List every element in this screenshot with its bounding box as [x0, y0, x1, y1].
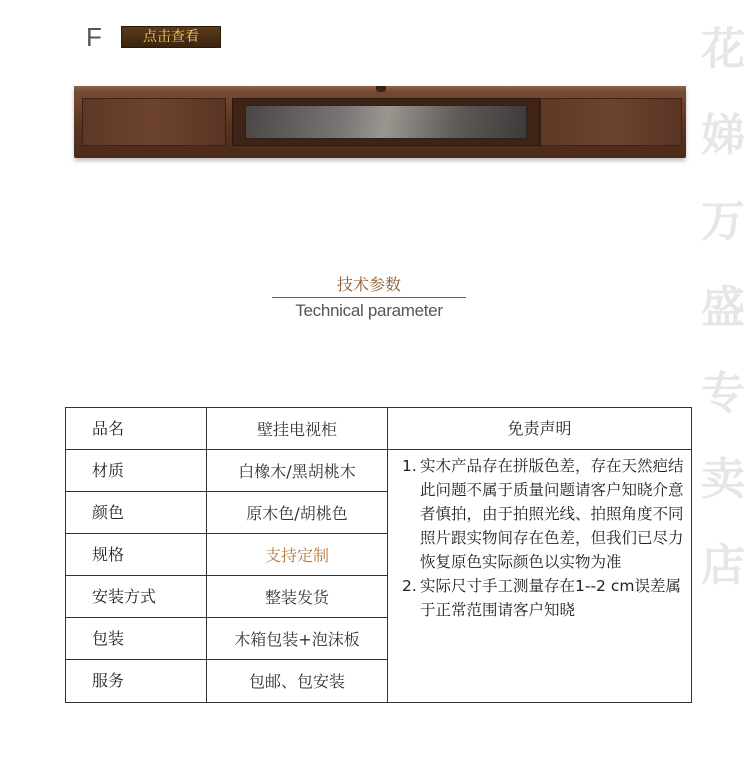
section-title-en: Technical parameter [295, 301, 443, 320]
cabinet-cable-notch [376, 86, 386, 92]
tv-cabinet-image [74, 86, 686, 158]
disclaimer-body [388, 450, 691, 622]
brand-char: 花 [701, 24, 745, 75]
brand-char: 盛 [701, 282, 745, 333]
table-row [66, 618, 387, 660]
cabinet-left-drawer [82, 98, 226, 146]
table-row [66, 492, 387, 534]
spec-key: 服务 [66, 660, 207, 702]
disclaimer-item [402, 454, 685, 574]
cabinet-glass-door [232, 98, 540, 146]
spec-key: 安装方式 [66, 576, 207, 617]
spec-value: 壁挂电视柜 [256, 420, 337, 439]
spec-key: 包装 [66, 618, 207, 659]
spec-value: 原木色/胡桃色 [246, 504, 348, 523]
spec-value: 支持定制 [264, 546, 329, 565]
disclaimer-panel [387, 408, 691, 702]
spec-value: 包邮、包安装 [248, 672, 345, 691]
disclaimer-item [402, 574, 685, 622]
spec-value: 白橡木/黑胡桃木 [238, 462, 356, 481]
brand-char: 专 [701, 368, 745, 419]
cabinet-right-drawer [540, 98, 682, 146]
table-row [66, 408, 387, 450]
variant-letter: F [86, 22, 102, 52]
table-row [66, 450, 387, 492]
brand-char: 娣 [701, 110, 745, 161]
disclaimer-item-number: 1. [402, 457, 417, 475]
table-row [66, 576, 387, 618]
disclaimer-item-text: 实际尺寸手工测量存在1--2 cm误差属于正常范围请客户知晓 [420, 577, 681, 619]
section-title-cn: 技术参数 [336, 275, 401, 294]
view-button[interactable]: 点击查看 [121, 26, 221, 48]
table-row [66, 534, 387, 576]
spec-value: 木箱包装+泡沫板 [234, 630, 360, 649]
side-brand-watermark [696, 18, 750, 620]
table-row [66, 660, 387, 702]
spec-key: 颜色 [66, 492, 207, 533]
cabinet-glass-panel [245, 105, 527, 139]
brand-char: 万 [701, 196, 745, 247]
spec-value: 整装发货 [264, 588, 329, 607]
disclaimer-title: 免责声明 [388, 408, 691, 450]
brand-char: 店 [701, 540, 745, 591]
disclaimer-item-number: 2. [402, 577, 417, 595]
disclaimer-item-text: 实木产品存在拼版色差，存在天然疤结此问题不属于质量问题请客户知晓介意者慎拍，由于拍照光线、拍照角度不同照片跟实物间存在色差，但我们已尽力恢复原色实际颜色以实物为准 [420, 457, 684, 571]
spec-key: 材质 [66, 450, 207, 491]
spec-table [65, 407, 692, 703]
section-divider [272, 297, 466, 298]
spec-key: 品名 [66, 408, 207, 449]
spec-key: 规格 [66, 534, 207, 575]
brand-char: 卖 [701, 454, 745, 505]
